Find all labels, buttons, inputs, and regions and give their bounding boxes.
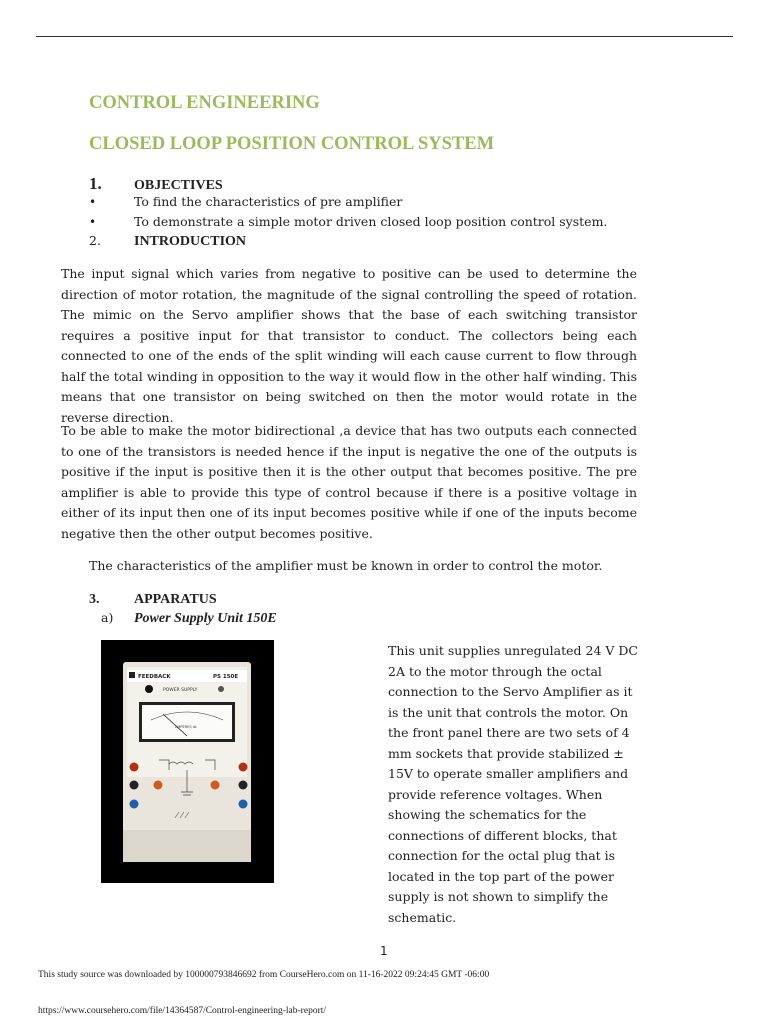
meter-label: AMPERES dc — [175, 725, 197, 729]
power-supply-illustration — [101, 640, 274, 883]
page-number: 1 — [380, 944, 388, 958]
apparatus-heading-row — [89, 591, 217, 608]
objectives-number: 1. — [89, 174, 102, 193]
bullet-icon: • — [89, 215, 97, 229]
intro-paragraph-2: To be able to make the motor bidirectional ,a device that has two outputs each connected to one of the transistors is needed hence if the input is negative the one of the outputs is positive if the input is positive then it is the other output that becomes positive. The pre amplifier is able to provide this type of control because if there is a positive voltage in either of its input then one of its input becomes positive while if one of the inputs become negative then the other output becomes positive. — [61, 423, 637, 541]
apparatus-subheading-row — [101, 610, 277, 627]
objectives-heading: OBJECTIVES — [134, 178, 223, 193]
apparatus-sub-marker: a) — [101, 610, 114, 625]
model-label: PS 150E — [213, 674, 239, 680]
intro-paragraph-3: The characteristics of the amplifier must be known in order to control the motor. — [89, 558, 603, 573]
objective-item — [89, 214, 607, 229]
intro-paragraph-1: The input signal which varies from negative to positive can be used to determine the direction of motor rotation, the magnitude of the signal controlling the speed of rotation. The mimic on the Servo amplifier shows that the base of each switching transistor requires a positive input for that transistor to conduct. The collectors being each connected to one of the ends of the split winding will each cause current to flow through half the total winding in opposition to the way it would flow in the other half winding. This means that one transistor on being switched on then the motor would rotate in the reverse direction. — [61, 266, 637, 425]
objective-item — [89, 194, 402, 209]
source-url-link[interactable]: https://www.coursehero.com/file/14364587/Control-engineering-lab-report/ — [38, 1006, 327, 1016]
introduction-number: 2. — [89, 233, 101, 248]
download-notice: This study source was downloaded by 100000793846692 from CourseHero.com on 11-16-2022 09:24:45 GMT -06:00 — [38, 970, 490, 980]
objective-text: To demonstrate a simple motor driven closed loop position control system. — [134, 214, 608, 229]
introduction-heading-row — [89, 233, 246, 250]
brand-label: FEEDBACK — [138, 674, 171, 680]
top-rule — [36, 36, 733, 37]
page-subtitle: CLOSED LOOP POSITION CONTROL SYSTEM — [89, 134, 495, 154]
panel-label: POWER SUPPLY — [163, 688, 198, 693]
apparatus-subheading: Power Supply Unit 150E — [134, 611, 277, 626]
apparatus-heading: APPARATUS — [134, 592, 217, 607]
power-supply-photo — [101, 640, 274, 883]
power-supply-description: This unit supplies unregulated 24 V DC 2A to the motor through the octal connection to the Servo Amplifier as it is the unit that controls the motor. On the front panel there are two sets of 4 mm sockets that provide stabilized ± 15V to operate smaller amplifiers and provide reference voltages. When showing the schematics for the connections of different blocks, that connection for the octal plug that is located in the top part of the power supply is not shown to simplify the schematic. — [388, 643, 638, 925]
objectives-heading-row — [89, 174, 223, 194]
objective-text: To find the characteristics of pre amplifier — [134, 194, 403, 209]
introduction-heading: INTRODUCTION — [134, 234, 247, 249]
bullet-icon: • — [89, 195, 97, 209]
page-title: CONTROL ENGINEERING — [89, 93, 320, 113]
apparatus-number: 3. — [89, 592, 100, 607]
